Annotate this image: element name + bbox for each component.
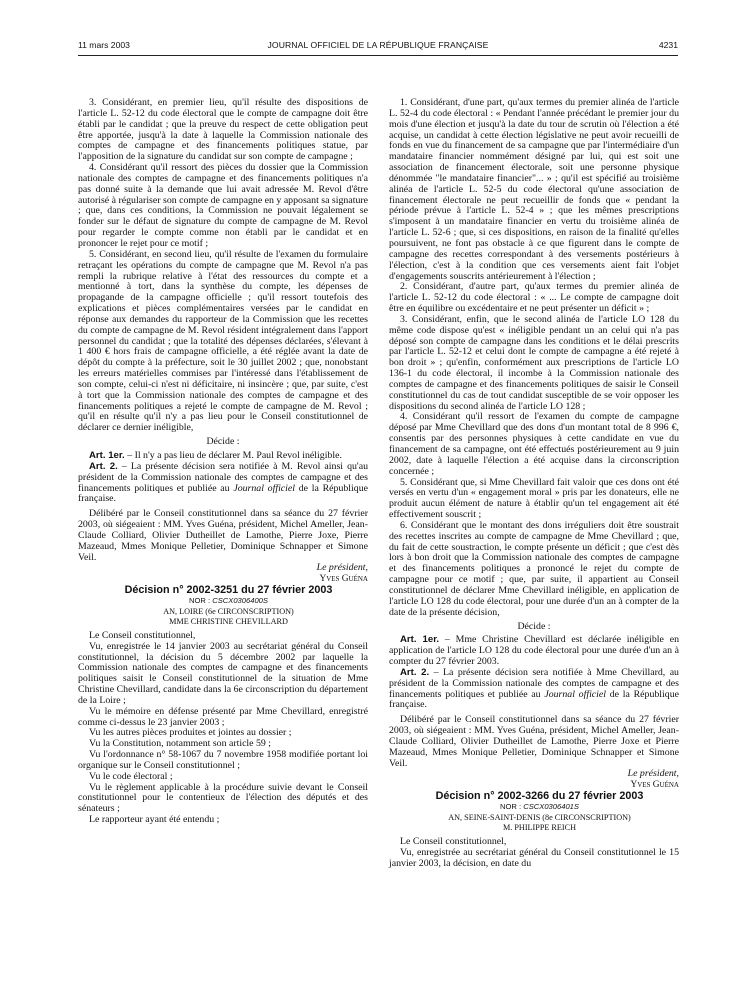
considerant-5: 5. Considérant, en second lieu, qu'il résulte de l'examen du formulaire retraçant les opérations du compte de campagne que M. Revol n'a pas rempli la rubrique relative à l'état des ressources du compte et a mentionné à tort, dans la synthèse du compte, les dépenses de propagande de la campagne officielle ; qu'il ressort toutefois des explications et pièces complémentaires versées par le candidat en réponse aux demandes du rapporteur de la Commission que les recettes du compte de campagne de M. Revol résident intégralement dans l'apport personnel du candidat ; que la totalité des dépenses déclarées, s'élevant à 1 400 € hors frais de campagne officielle, a été réglée avant la date de dépôt du compte à la préfecture, soit le 30 juillet 2002 ; que, nonobstant les erreurs matérielles commises par l'intéressé dans l'établissement de son compte, celui-ci n'est ni déficitaire, ni insincère ; que, par suite, c'est à tort que la Commission nationale des comptes de campagne et des financements politiques a rejeté le compte de campagne de M. Revol ; qu'il en résulte qu'il n'y a pas lieu pour le Conseil constitutionnel de déclarer ce dernier inéligible, xyxy=(78,248,368,434)
considerant-3: 3. Considérant, enfin, que le second alinéa de l'article LO 128 du même code dispose qu'est « inéligible pendant un an celui qui n'a pas déposé son compte de campagne dans les conditions et le délai prescrits par l'article L. 52-12 et celui dont le compte de campagne a été rejeté à bon droit » ; qu'enfin, conformément aux prescriptions de l'article LO 136-1 du code électoral, il incombe à la Commission nationale des comptes de campagne et des financements politiques de saisir le Conseil constitutionnel du cas de tout candidat susceptible de se voir opposer les dispositions du second alinéa de l'article LO 128 ; xyxy=(389,313,679,412)
considerant-2: 2. Considérant, d'autre part, qu'aux termes du premier alinéa de l'article L. 52-12 du code électoral : « ... Le compte de campagne doit être en équilibre ou excédentaire et ne peut présenter un déficit » ; xyxy=(389,281,679,315)
visa-paragraph: Vu l'ordonnance n° 58-1067 du 7 novembre 1958 modifiée portant loi organique sur le Conseil constitutionnel ; xyxy=(78,749,368,771)
nor-reference xyxy=(389,802,679,813)
signature-role: Le président, xyxy=(627,768,679,780)
article-2 xyxy=(389,668,679,711)
article-2-label: Art. 2. xyxy=(400,666,430,678)
visa-paragraph: Vu le règlement applicable à la procédure suivie devant le Conseil constitutionnel pour le contentieux de l'élection des députés et des sénateurs ; xyxy=(78,781,368,815)
article-2-text: – La présente décision sera notifiée à Mme Chevillard, au président de la Commission nationale des comptes de campagne et des financements politiques et publiée au xyxy=(389,666,679,700)
nor-label: NOR : xyxy=(189,595,213,605)
article-2-end: de la République française. xyxy=(78,482,368,505)
visa-paragraph: Le Conseil constitutionnel, xyxy=(400,835,507,847)
decide-heading: Décide : xyxy=(517,620,551,632)
signature-name: Yves Guéna xyxy=(319,574,368,585)
candidate-name: M. PHILIPPE REICH xyxy=(502,822,576,832)
signature-name: Yves Guéna xyxy=(630,780,679,791)
visa-paragraph: Vu le code électoral ; xyxy=(89,770,173,782)
nor-code: CSCX0306400S xyxy=(212,595,268,605)
considerant-4: 4. Considérant qu'il ressort des pièces du dossier que la Commission nationale des comptes de campagne et des financements politiques n'a pas donné suite à la demande que lui avait adressée M. Revol d'être autorisé à régulariser son compte de campagne en y apposant sa signature ; que, dans ces conditions, la Commission ne pouvait légalement se fonder sur le défaut de signature du compte de campagne de M. Revol pour regarder le compte comme non établi par le candidat et en prononcer le rejet pour ce motif ; xyxy=(78,162,369,249)
visa-paragraph: Le rapporteur ayant été entendu ; xyxy=(89,814,220,826)
article-1 xyxy=(389,635,679,668)
considerant-3: 3. Considérant, en premier lieu, qu'il résulte des dispositions de l'article L. 52-12 du code électoral que le compte de campagne doit être établi par le candidat ; que la preuve du respect de cette obligation peut être apportée, jusqu'à la date à laquelle la Commission nationale des comptes de campagne et des financements politiques statue, par l'apposition de la signature du candidat sur son compte de campagne ; xyxy=(78,97,368,163)
journal-officiel-ref: Journal officiel xyxy=(233,482,296,494)
running-header xyxy=(78,40,678,54)
journal-officiel-ref: Journal officiel xyxy=(544,688,607,700)
visa-paragraph: Vu la Constitution, notamment son article 59 ; xyxy=(89,738,272,750)
visa-paragraph: Vu, enregistrée le 14 janvier 2003 au secrétariat général du Conseil constitutionnel, la décision du 5 décembre 2002 par laquelle la Commission nationale des comptes de campagne et des financements politiques saisit le Conseil constitutionnel de la situation de Mme Christine Chevillard, candidate dans la 6e circonscription du département de la Loire ; xyxy=(78,640,368,706)
left-column xyxy=(78,98,368,826)
page-number: 4231 xyxy=(658,40,678,50)
considerant-1: 1. Considérant, d'une part, qu'aux termes du premier alinéa de l'article L. 52-4 du code électoral : « Pendant l'année précédant le premier jour du mois d'une élection et jusqu'à la date du tour de scrutin où l'élection a été acquise, un candidat à cette élection législative ne peut avoir recueilli de fonds en vue du financement de sa campagne que par l'intermédiaire d'un mandataire financier nommément désigné par lui, qui est soit une association de financement électorale, soit une personne physique dénommée "le mandataire financier"... » ; qu'il est spécifié au troisième alinéa de l'article L. 52-5 du code électoral qu'une association de financement électorale ne peut recueillir de fonds que « pendant la période prévue à l'article L. 52-4 » ; que les mêmes prescriptions s'imposent à un mandataire financier en vertu du troisième alinéa de l'article L. 52-6 ; que, si ces dispositions, en raison de la finalité qu'elles poursuivent, ne font pas obstacle à ce que figurent dans le compte de campagne des recettes correspondant à des versements postérieurs à l'élection, c'est à la condition que ces versements aient fait l'objet d'engagements souscrits antérieurement à l'élection ; xyxy=(389,97,679,282)
decision-title: Décision n° 2002-3266 du 27 février 2003 xyxy=(435,790,644,803)
article-1-label: Art. 1er. xyxy=(89,450,125,461)
article-2-label: Art. 2. xyxy=(89,460,118,472)
issue-date: 11 mars 2003 xyxy=(78,40,130,50)
nor-label: NOR : xyxy=(500,802,524,811)
signature xyxy=(78,563,368,585)
nor-reference xyxy=(78,596,368,607)
nor-code: CSCX0306401S xyxy=(523,802,579,811)
deliberation: Délibéré par le Conseil constitutionnel dans sa séance du 27 février 2003, où siégeaient : MM. Yves Guéna, président, Michel Ameller, Jean-Claude Colliard, Olivier Dutheillet de Lamothe, Pierre Joxe, Pierre Mazeaud, Mmes Monique Pelletier, Dominique Schnapper et Simone Veil. xyxy=(78,508,368,563)
considerant-4: 4. Considérant qu'il ressort de l'examen du compte de campagne déposé par Mme Chevillard que des dons d'un montant total de 8 996 €, consentis par des personnes physiques à cette candidate en vue du financement de sa campagne, ont été effectués postérieurement au 9 juin 2002, date à laquelle l'élection a été acquise dans la circonscription concernée ; xyxy=(389,411,679,477)
circonscription: AN, LOIRE (6e CIRCONSCRIPTION) xyxy=(163,606,294,616)
right-column xyxy=(389,98,679,869)
considerant-6: 6. Considérant que le montant des dons irréguliers doit être soustrait des recettes inscrites au compte de campagne de Mme Chevillard ; que, du fait de cette soustraction, le compte présente un déficit ; que c'est dès lors à bon droit que la Commission nationale des comptes de campagne et des financements politiques a prononcé le rejet du compte de campagne pour ce motif ; que, par suite, il appartient au Conseil constitutionnel de déclarer Mme Chevillard inéligible, en application de l'article LO 128 du code électoral, pour une durée d'un an à compter de la date de la présente décision, xyxy=(389,519,679,618)
signature-role: Le président, xyxy=(316,562,368,574)
article-2-end: de la République française. xyxy=(389,688,679,711)
candidate-name: MME CHRISTINE CHEVILLARD xyxy=(169,616,288,626)
article-1-label: Art. 1er. xyxy=(400,634,440,646)
decide-heading: Décide : xyxy=(206,436,240,448)
visa-paragraph: Le Conseil constitutionnel, xyxy=(89,629,196,641)
decision-title: Décision n° 2002-3251 du 27 février 2003 xyxy=(124,584,333,597)
article-2 xyxy=(78,462,368,505)
deliberation: Délibéré par le Conseil constitutionnel dans sa séance du 27 février 2003, où siégeaient : MM. Yves Guéna, président, Michel Ameller, Jean-Claude Colliard, Olivier Dutheillet de Lamothe, Pierre Joxe et Pierre Mazeaud, Mmes Monique Pelletier, Dominique Schnapper et Simone Veil. xyxy=(389,714,679,769)
article-1-text: – Mme Christine Chevillard est déclarée inéligible en application de l'article LO 128 du code électoral pour une durée d'un an à compter du 27 février 2003. xyxy=(389,634,680,668)
signature xyxy=(389,769,679,791)
header-rule xyxy=(78,55,678,56)
article-2-text: – La présente décision sera notifiée à M. Revol ainsi qu'au président de la Commission nationale des comptes de campagne et des financements politiques et publiée au xyxy=(78,460,368,494)
article-1-text: – Il n'y a pas lieu de déclarer M. Paul Revol inéligible. xyxy=(124,450,342,461)
considerant-5: 5. Considérant que, si Mme Chevillard fait valoir que ces dons ont été versés en vertu d'un « engagement moral » pris par les donateurs, elle ne produit aucun élément de nature à établir qu'un tel engagement ait été effectivement souscrit ; xyxy=(389,476,679,521)
visa-paragraph: Vu, enregistrée au secrétariat général du Conseil constitutionnel le 15 janvier 2003, la décision, en date du xyxy=(389,846,679,869)
circonscription: AN, SEINE-SAINT-DENIS (8e CIRCONSCRIPTION) xyxy=(448,812,631,822)
visa-paragraph: Vu les autres pièces produites et jointes au dossier ; xyxy=(89,727,292,739)
journal-title: JOURNAL OFFICIEL DE LA RÉPUBLIQUE FRANÇAISE xyxy=(267,40,489,50)
visa-paragraph: Vu le mémoire en défense présenté par Mme Chevillard, enregistré comme ci-dessus le 23 janvier 2003 ; xyxy=(78,705,368,728)
